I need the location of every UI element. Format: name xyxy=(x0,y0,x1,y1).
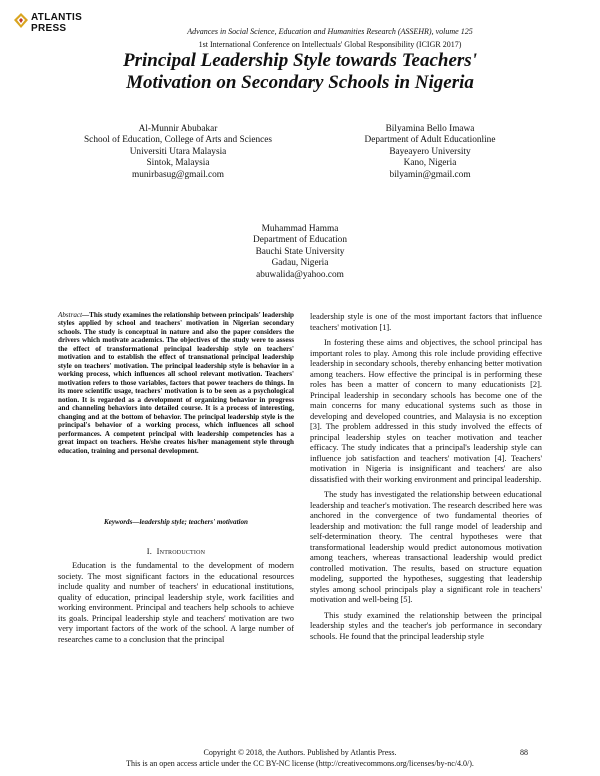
author-name: Muhammad Hamma xyxy=(261,224,339,234)
author-block-2 xyxy=(340,124,520,181)
author-city: Gadau, Nigeria xyxy=(271,258,329,269)
title-line-1: Principal Leadership Style towards Teachers' xyxy=(123,50,477,71)
abstract-text: —This study examines the relationship between principals' leadership styles applied by school and teachers' motivation in Nigerian secondary schools. The study is conceptual in nature and also the paper considers the drivers which motivate academics. The objectives of the study were to assess the effect of transformational principal leadership style on teachers' motivation and to establish the effect of transnational principal leadership style on teachers' motivation. The principal leadership style is behavior in a working process, which influences all school relevant motivation. Teachers' motivation refers to those variables, factors that power teachers do things. In its more scientific usage, teachers' motivation is to be seen as a psychological notion. It is regarded as a development of organizing behavior in progress and channeling behaviors into detailed course. It is a process of interesting, changing and at the bottom of behavior. The principal leadership style is the principal's behavior of a working process, which influences all school performances. A competent principal with leadership competencies has a great impact on teachers. He/she creates his/her management style through education, training and personal development. xyxy=(58,311,294,455)
section-title: Introduction xyxy=(156,547,206,556)
paper-title xyxy=(40,50,560,94)
paragraph: leadership style is one of the most important factors that influence teachers' motivation [1]. xyxy=(310,312,542,332)
paragraph: Education is the fundamental to the development of modern society. The most significant factors in the educational resources include quality and number of teachers' in educational institutions, quality of education, principal leadership style, work facilities and working environment. Principal and teachers help schools to achieve its goals. Principal leadership style and teachers' motivation are two very important factors of the work of the school. A large number of researches came to a conclusion that the principal xyxy=(58,561,294,644)
page-number: 88 xyxy=(520,748,528,757)
paragraph: In fostering these aims and objectives, the school principal has important roles to play. Among this role include providing effective leadership in secondary schools, thereby enhancing better motivation among teachers. How effective the principal is in performing these roles has been a matter of concern to many educationists [2]. Principal leadership in secondary schools has become one of the main concerns for many educational systems such as those in developing and developed countries, and Malaysia is no exception [3]. The problem addressed in this study involved the effects of principal leadership styles on teacher motivation and teacher efficacy. The study indicates that a principal's leadership style can influence job satisfaction and teachers' motivation [4]. Teachers' motivation in Nigeria is insignificant and teachers' are also dissatisfied with their working environment and principal leadership. xyxy=(310,338,542,484)
author-name: Al-Munnir Abubakar xyxy=(138,124,218,134)
author-block-1 xyxy=(68,124,288,181)
keywords: Keywords—leadership style; teachers' motivation xyxy=(103,518,249,526)
section-heading xyxy=(58,547,294,556)
conference-header: 1st International Conference on Intellectuals' Global Responsibility (ICIGR 2017) xyxy=(198,40,462,49)
author-dept: School of Education, College of Arts and Sciences xyxy=(84,135,272,146)
abstract xyxy=(58,311,294,455)
section-number: I. xyxy=(146,547,153,556)
author-name: Bilyamina Bello Imawa xyxy=(385,124,475,134)
atlantis-logo-icon xyxy=(14,13,28,28)
left-column-body xyxy=(58,561,294,645)
footer-license: This is an open access article under the CC BY-NC license (http://creativecommons.org/licenses/by-nc/4.0/). xyxy=(126,759,474,768)
paragraph: This study examined the relationship between the principal leadership styles and the teacher's job performance in secondary schools. He found that the principal leadership style xyxy=(310,610,542,641)
logo-line-2: PRESS xyxy=(31,23,67,34)
author-block-3 xyxy=(210,224,390,281)
abstract-lead: Abstract xyxy=(58,311,83,319)
title-line-2: Motivation on Secondary Schools in Nigeria xyxy=(126,72,474,93)
paragraph: The study has investigated the relationship between educational leadership and teacher's motivation. The research described here was anchored in the convergence of two fundamental theories of leadership and motivation: the full range model of leadership and self-determination theory. The central hypotheses were that transformational leadership would predict autonomous motivation among teachers, whereas transactional leadership would predict controlled motivation. The results, based on structure equation modeling, supported the hypotheses, suggesting that leadership styles among school principals play a significant role in teachers' motivation and well-being [5]. xyxy=(310,490,542,604)
author-dept: Department of Education xyxy=(253,235,347,246)
footer-copyright: Copyright © 2018, the Authors. Published by Atlantis Press. xyxy=(203,748,397,757)
journal-header: Advances in Social Science, Education and Humanities Research (ASSEHR), volume 125 xyxy=(187,27,473,36)
author-email: abuwalida@yahoo.com xyxy=(256,269,344,280)
author-dept: Department of Adult Educationline xyxy=(364,135,496,146)
right-column-body xyxy=(310,312,542,642)
publisher-logo xyxy=(14,12,82,34)
author-univ: Bayeayero University xyxy=(389,146,471,157)
author-email: munirbasug@gmail.com xyxy=(132,169,224,180)
logo-line-1: ATLANTIS xyxy=(31,12,83,23)
author-univ: Bauchi State University xyxy=(255,246,345,257)
author-email: bilyamin@gmail.com xyxy=(389,169,471,180)
author-city: Sintok, Malaysia xyxy=(146,158,210,169)
author-city: Kano, Nigeria xyxy=(403,158,457,169)
author-univ: Universiti Utara Malaysia xyxy=(129,146,227,157)
